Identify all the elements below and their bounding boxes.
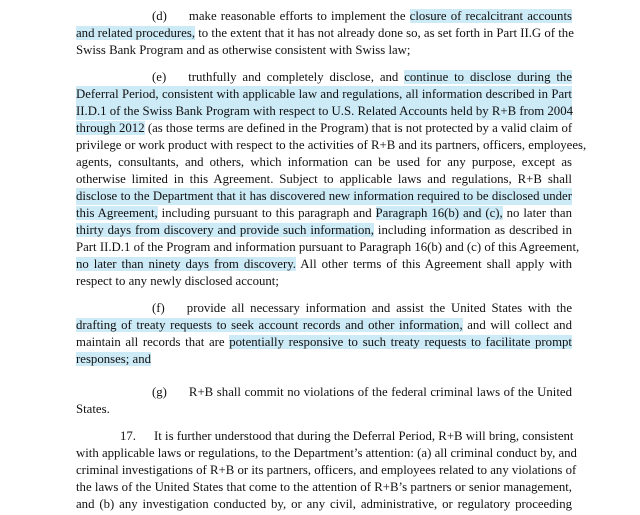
para-e-line: disclose to the Department that it has discovered new information required to be disclosed under <box>76 189 572 203</box>
para-17-line: the laws of the United States that come to the attention of R+B’s partners or senior management, <box>76 480 572 494</box>
para-d-line: (d) make reasonable efforts to implement the closure of recalcitrant accounts <box>152 9 572 23</box>
highlight: closure of recalcitrant accounts <box>409 9 572 23</box>
para-f-line <box>76 351 572 368</box>
highlight: and related procedures, <box>76 26 196 40</box>
highlight: potentially responsive to such treaty requests to facilitate prompt <box>229 335 572 349</box>
para-e-line: this Agreement, including pursuant to this paragraph and Paragraph 16(b) and (c), no later than <box>76 206 573 220</box>
para-e-line: privilege or work product with respect to the activities of R+B and its partners, officers, employees, <box>76 138 587 152</box>
highlight: no later than ninety days from discovery. <box>76 257 296 271</box>
highlight: thirty days from discovery and provide such information, <box>76 223 374 237</box>
para-17-number: 17. <box>120 429 136 443</box>
para-g-line: States. <box>76 402 110 416</box>
para-e-line: otherwise limited in this Agreement. Subject to applicable laws and regulations, R+B shall <box>76 172 572 186</box>
highlight: through 2012 <box>76 121 145 135</box>
highlight: responses; and <box>76 352 151 366</box>
para-e-line: respect to any newly disclosed account; <box>76 274 279 288</box>
para-e-line: Deferral Period, consistent with applicable law and regulations, all information described in Part <box>76 87 572 101</box>
para-e-line: II.D.1 of the Swiss Bank Program with respect to U.S. Related Accounts held by R+B from 2004 <box>76 104 573 118</box>
para-f-line: (f) provide all necessary information and assist the United States with the <box>152 301 572 315</box>
para-e-line: Part II.D.1 of the Program and information pursuant to Paragraph 16(b) and (c) of this Agreement, <box>76 240 580 254</box>
highlight: Paragraph 16(b) and (c), <box>375 206 503 220</box>
highlight: this Agreement, <box>76 206 158 220</box>
para-17-line: criminal investigations of R+B or its partners, officers, and employees related to any violations of <box>76 463 577 477</box>
para-f-line: drafting of treaty requests to seek account records and other information, and will collect and <box>76 318 572 332</box>
para-g-number: (g) <box>152 385 167 399</box>
para-e-line: no later than ninety days from discovery. All other terms of this Agreement shall apply with <box>76 257 573 271</box>
para-e-line: through 2012 (as those terms are defined in the Program) that is not protected by a valid claim of <box>76 121 573 135</box>
para-g-line: (g) R+B shall commit no violations of the federal criminal laws of the United <box>152 385 572 399</box>
para-17-line: 17. It is further understood that during the Deferral Period, R+B will bring, consistent <box>120 429 574 443</box>
para-f-number: (f) <box>152 301 165 315</box>
para-d-line: and related procedures, to the extent that it has not already done so, as set forth in Part II.G of the <box>76 26 574 40</box>
para-f-line: maintain all records that are potentially responsive to such treaty requests to facilitate prompt <box>76 335 572 349</box>
para-e-number: (e) <box>152 70 167 84</box>
para-e-line: agents, consultants, and others, which information can be used for any purpose, except as <box>76 155 572 169</box>
para-d-number: (d) <box>152 9 167 23</box>
para-e-line: thirty days from discovery and provide such information, including information as described in <box>76 223 573 237</box>
highlight: continue to disclose during the <box>404 70 572 84</box>
para-17-line: with applicable laws or regulations, to the Department’s attention: (a) all criminal conduct by, and <box>76 446 577 460</box>
para-d-line: Swiss Bank Program and as otherwise consistent with Swiss law; <box>76 43 411 57</box>
para-17-line: and (b) any investigation conducted by, or any civil, administrative, or regulatory proceeding <box>76 497 572 511</box>
highlight: drafting of treaty requests to seek account records and other information, <box>76 318 463 332</box>
para-e-line: (e) truthfully and completely disclose, and continue to disclose during the <box>152 70 572 84</box>
